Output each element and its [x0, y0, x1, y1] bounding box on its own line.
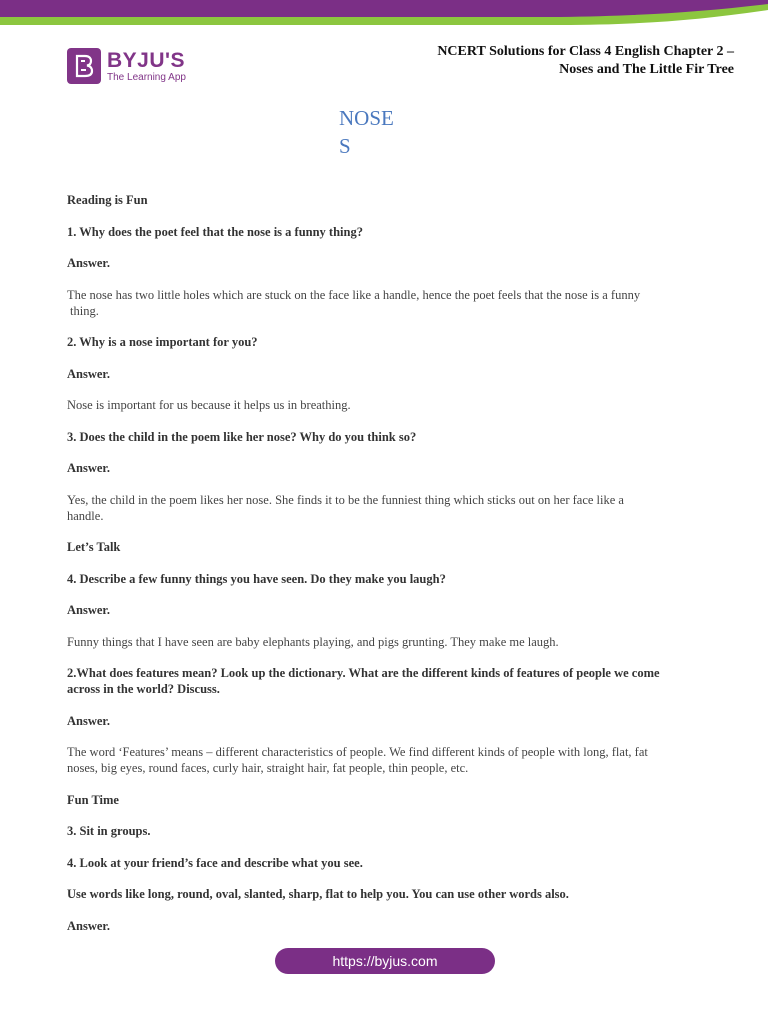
- question-3: 3. Does the child in the poem like her nose? Why do you think so?: [67, 429, 417, 444]
- answer-label-1: Answer.: [67, 256, 110, 270]
- logo-tagline: The Learning App: [107, 71, 186, 83]
- page-title: NOSES: [339, 106, 394, 158]
- document-body: [67, 192, 697, 934]
- answer-label-7: Answer.: [67, 918, 110, 933]
- byjus-url-link[interactable]: https://byjus.com: [275, 948, 495, 974]
- question-4: 4. Describe a few funny things you have seen. Do they make you laugh?: [67, 571, 446, 586]
- byjus-b-icon: [67, 48, 101, 84]
- answer-label-3: Answer.: [67, 461, 110, 475]
- section-heading-lets-talk: Let’s Talk: [67, 540, 121, 554]
- question-5-line-2: across in the world? Discuss.: [67, 682, 220, 696]
- question-5-line-1: 2.What does features mean? Look up the dictionary. What are the different kinds of features of people we come: [67, 666, 660, 680]
- section-heading-fun-time: Fun Time: [67, 792, 119, 807]
- answer-1-line-2: thing.: [70, 303, 99, 318]
- answer-5-line-2: noses, big eyes, round faces, curly hair, straight hair, fat people, thin people, etc.: [67, 761, 469, 775]
- answer-4: Funny things that I have seen are baby elephants playing, and pigs grunting. They make me laugh.: [67, 634, 559, 649]
- section-heading-reading: Reading is Fun: [67, 193, 148, 207]
- answer-label-2: Answer.: [67, 366, 110, 381]
- document-header-title: [374, 43, 734, 79]
- answer-3-line-2: handle.: [67, 508, 104, 523]
- answer-5-line-1: The word ‘Features’ means – different characteristics of people. We find different kinds of people with long, flat, fat: [67, 745, 648, 759]
- header-title-line-1: NCERT Solutions for Class 4 English Chapter 2 –: [437, 44, 734, 59]
- answer-2: Nose is important for us because it helps us in breathing.: [67, 398, 351, 412]
- question-7: 4. Look at your friend’s face and describe what you see.: [67, 855, 363, 870]
- byjus-logo: [67, 46, 186, 86]
- question-1: 1. Why does the poet feel that the nose is a funny thing?: [67, 224, 363, 239]
- question-6: 3. Sit in groups.: [67, 824, 151, 838]
- question-2: 2. Why is a nose important for you?: [67, 335, 258, 349]
- answer-3-line-1: Yes, the child in the poem likes her nose. She finds it to be the funniest thing which sticks out on her face like a: [67, 492, 624, 507]
- answer-label-5: Answer.: [67, 713, 110, 728]
- logo-name: BYJU'S: [107, 48, 186, 72]
- question-7-instruction: Use words like long, round, oval, slanted, sharp, flat to help you. You can use other words also.: [67, 887, 569, 901]
- answer-label-4: Answer.: [67, 603, 110, 617]
- header-decorative-band: [0, 0, 768, 30]
- answer-1-line-1: The nose has two little holes which are stuck on the face like a handle, hence the poet feels that the nose is a funny: [67, 287, 641, 302]
- header-title-line-2: Noses and The Little Fir Tree: [559, 62, 734, 77]
